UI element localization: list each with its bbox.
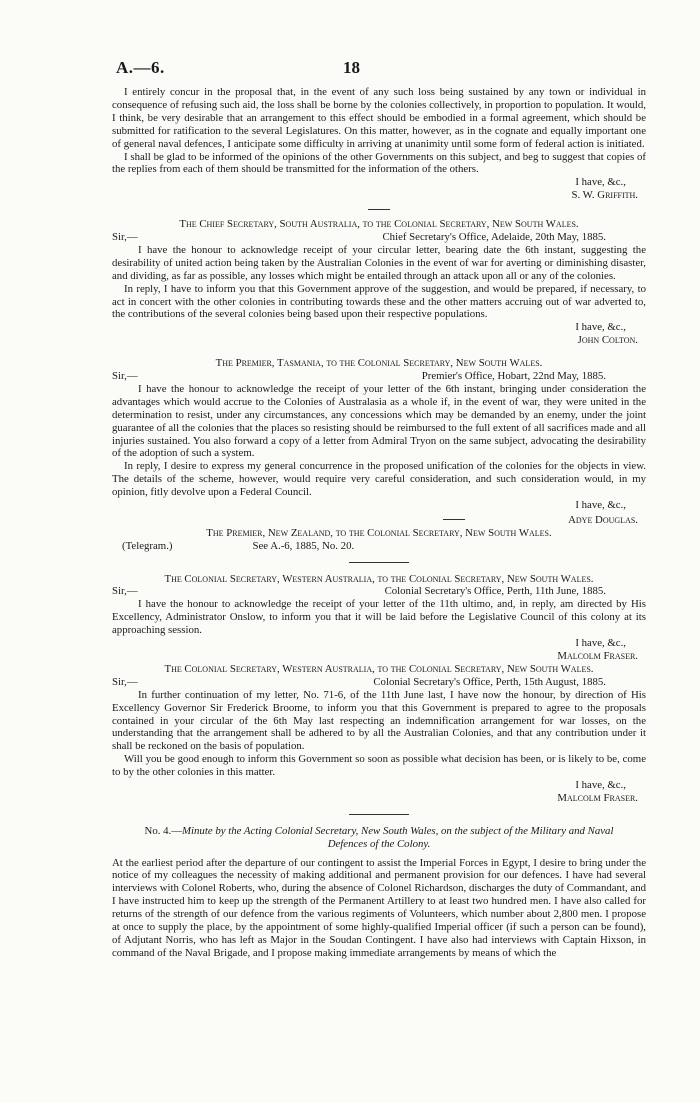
tas-signature: Adye Douglas. [568,513,638,526]
wa2-office-dateline: Colonial Secretary's Office, Perth, 15th August, 1885. [373,675,606,688]
wa2-salutation: Sir,— [112,675,138,688]
wa2-closing: I have, &c., [575,779,626,792]
griffith-paragraph-2: I shall be glad to be informed of the opinions of the other Governments on this subject, and beg to suggest that copies of the replies from each of them should be transmitted for the information of the others. [112,150,646,176]
section-rule [112,556,646,569]
page-number: 18 [343,58,360,77]
nz-telegram-row [112,540,646,553]
wa1-office-dateline: Colonial Secretary's Office, Perth, 11th June, 1885. [384,585,606,598]
wa1-paragraph-1: I have the honour to acknowledge the receipt of your letter of the 11th ultimo, and, in reply, am directed by His Excellency, Administrator Onslow, to inform you that it will be laid before the Legislative Council of this colony at its approaching session. [112,598,646,637]
wa1-letter-heading: The Colonial Secretary, Western Australia, to the Colonial Secretary, New South Wales. [164,572,594,585]
document-body [112,86,646,960]
wa1-signature: Malcolm Fraser. [557,649,638,662]
minute-number: No. 4.— [144,824,183,837]
nz-see-reference: See A.-6, 1885, No. 20. [252,539,355,552]
sa-paragraph-1: I have the honour to acknowledge receipt of your circular letter, bearing date the 6th instant, suggesting the desirability of united action being taken by the Australian Colonies in the event of war for averting or diminishing disaster, and dividing, as far as possible, any losses which might be entailed through an attack upon all or any of the colonies. [112,243,646,282]
short-rule [112,203,646,216]
tas-paragraph-1: I have the honour to acknowledge the receipt of your letter of the 6th instant, bringing under consideration the advantages which would accrue to the Colonies of Australasia as a whole if, in the event of war, they were united in the determination to resist, under any circumstances, any concessions which may be demanded by an enemy, under the joint guarantee of all the colonies that the places so resisting should be reimbursed to the full extent of all sacrifices made and all injuries sustained. You also forward a copy of a letter from Admiral Tryon on the same subject, advocating the desirability of the adoption of such a system. [112,382,646,460]
griffith-paragraph-1: I entirely concur in the proposal that, in the event of any such loss being sustained by any town or individual in consequence of refusing such aid, the loss shall be borne by the colonies collectively, in proportion to population. It would, I think, be very desirable that an arrangement to this effect should be embodied in a formal agreement, which should be submitted for ratification to the several Legislatures. On this matter, however, as in the cognate and equally important one of general naval defences, I anticipate some difficulty in arriving at unanimity until some form of federal action is initiated. [112,86,646,150]
nz-letter-heading: The Premier, New Zealand, to the Colonial Secretary, New South Wales. [206,526,552,539]
sa-letter-heading: The Chief Secretary, South Australia, to the Colonial Secretary, New South Wales. [179,218,579,231]
nz-telegram-label: (Telegram.) [122,539,173,552]
sa-signature: John Colton. [577,334,638,347]
tas-salutation: Sir,— [112,370,138,383]
wa2-paragraph-2: Will you be good enough to inform this Government so soon as possible what decision has been, or is likely to be, come to by the other colonies in this matter. [112,753,646,779]
sa-closing: I have, &c., [575,321,626,334]
sa-salutation: Sir,— [112,230,138,243]
griffith-signature: S. W. Griffith. [571,189,638,202]
tas-closing: I have, &c., [575,499,626,512]
wa2-paragraph-1: In further continuation of my letter, No. 71-6, of the 11th June last, I have now the honour, by direction of His Excellency Governor Sir Frederick Broome, to inform you that this Government is prepared to agree to the proposals contained in your circular of the 6th May last respecting an indemnification arrangement for war losses, on the understanding that the arrangement shall be adhered to by all the Australian Colonies, and that any contribution under it shall be reckoned on the basis of population. [112,688,646,753]
minute-title-text: Minute by the Acting Colonial Secretary, New South Wales, on the subject of the Military and Naval Defences of the Colony. [182,824,614,850]
minute-body: At the earliest period after the departure of our contingent to assist the Imperial Forces in Egypt, I desire to bring under the notice of my colleagues the necessity of making additional and permanent provision for our defences. I have had several interviews with Colonel Roberts, who, during the absence of Colonel Richardson, discharges the duty of Commandant, and I have instructed him to keep up the strength of the Permanent Artillery to at least two hundred men. I have also called for returns of the strength of our defence from the various regiments of Volunteers, which number about 2,800 men. I propose at once to supply the place, by the appointment of some highly-qualified Imperial officer (if such a person can be found), of Adjutant Norris, who has left as Major in the Soudan Contingent. I have also had interviews with Captain Hixson, in command of the Naval Brigade, and I propose making immediate arrangements by means of which the [112,856,646,959]
document-reference: A.—6. [116,58,165,77]
section-rule [112,808,646,821]
wa2-signature: Malcolm Fraser. [557,791,638,804]
tas-letter-heading: The Premier, Tasmania, to the Colonial Secretary, New South Wales. [215,357,543,370]
tas-paragraph-2: In reply, I desire to express my general concurrence in the proposed unification of the colonies for the objects in view. The details of the scheme, however, would require very careful consideration, and such consideration would, in my opinion, fitly devolve upon a Federal Council. [112,460,646,499]
wa1-closing: I have, &c., [575,637,626,650]
tas-salutation-row [112,370,646,383]
sa-paragraph-2: In reply, I have to inform you that this Government approve of the suggestion, and would be prepared, if necessary, to act in concert with the other colonies in contributing towards these and the other matters accruing out of war adverted to, the contributions of the several colonies being based upon their respective populations. [112,282,646,321]
minute-title [112,825,646,851]
wa1-salutation-row [112,585,646,598]
sa-salutation-row [112,231,646,244]
sa-office-dateline: Chief Secretary's Office, Adelaide, 20th May, 1885. [382,230,606,243]
wa2-salutation-row [112,676,646,689]
wa2-letter-heading: The Colonial Secretary, Western Australia, to the Colonial Secretary, New South Wales. [164,662,594,675]
tas-office-dateline: Premier's Office, Hobart, 22nd May, 1885. [421,370,606,383]
griffith-closing: I have, &c., [575,176,626,189]
wa1-salutation: Sir,— [112,585,138,598]
